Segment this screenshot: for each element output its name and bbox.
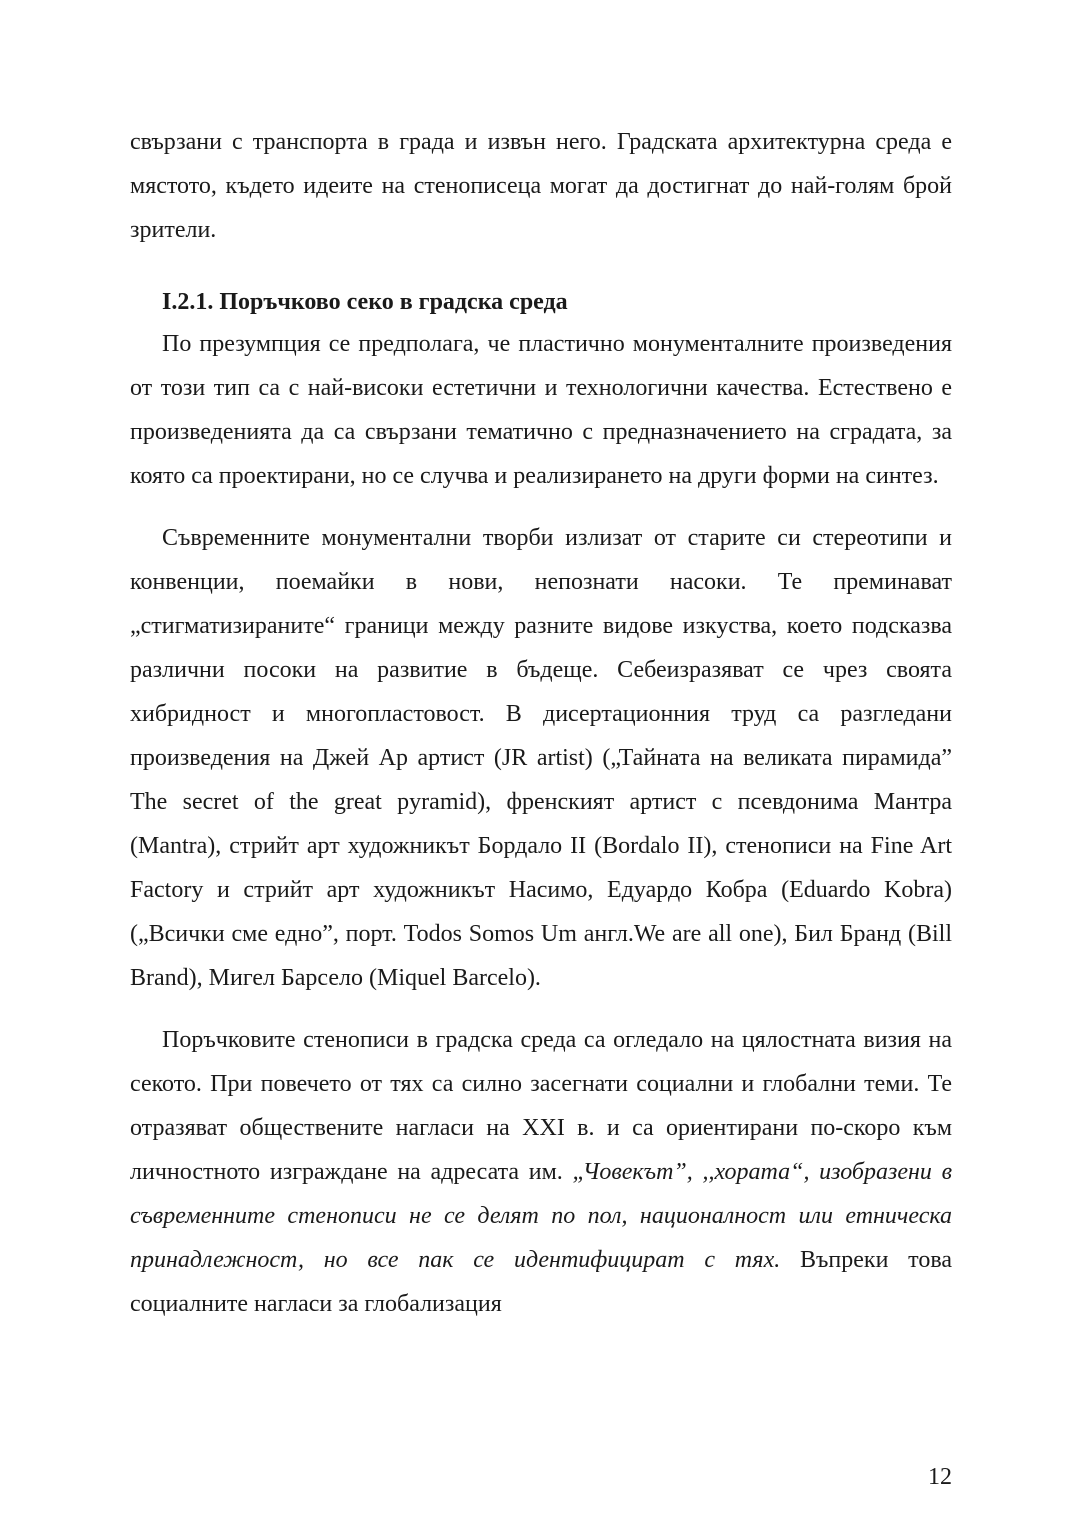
spacer: [130, 1000, 952, 1018]
paragraph-continued: свързани с транспорта в града и извън него. Градската архитектурна среда е мястото, където идеите на стенописеца могат да достигнат до най-голям брой зрители.: [130, 129, 952, 243]
spacer: [130, 252, 952, 270]
paragraph-3-italic-quote: „Човекът”, ,,хората“, изобразени в съвременните стенописи не се делят по пол, националност или етническа принадлежност, но все пак се идентифицират с тях.: [130, 1159, 953, 1273]
paragraph-3-tail: Въпреки това социалните нагласи за глобализация: [130, 1247, 953, 1317]
paragraph-3-lead: Поръчковите стенописи в градска среда са огледало на цялостната визия на секото. При повечето от тях са силно засегнати социални и глобални теми. Те отразяват обществените нагласи на XXI в. и са ориентирани по-скоро към личностното изграждане на адресата им.: [130, 1027, 952, 1185]
page-number: 12: [928, 1464, 952, 1490]
spacer: [130, 498, 952, 516]
paragraph-3: [130, 1018, 952, 1326]
paragraph-1: По презумпция се предполага, че пластично монументалните произведения от този тип са с най-високи естетични и технологични качества. Естествено е произведенията да са свързани тематично с предназначението на сградата, за която са проектирани, но се случва и реализирането на други форми на синтез.: [130, 331, 952, 489]
section-heading: I.2.1. Поръчково секо в градска среда: [162, 289, 568, 315]
paragraph-2: Съвременните монументални творби излизат от старите си стереотипи и конвенции, поемайки в нови, непознати насоки. Те преминават „стигматизираните“ граници между разните видове изкуства, което подсказва различни посоки на развитие в бъдеще. Себеизразяват се чрез своята хибридност и многопластовост. В дисертационния труд са разгледани произведения на Джей Ар артист (JR artist) („Тайната на великата пирамида” The secret of the great pyramid), френският артист с псевдонима Мантра (Mantra), стрийт арт художникът Бордало II (Bordalo II), стенописи на Fine Art Factory и стрийт арт художникът Насимо, Едуардо Кобра (Eduardo Kobra) („Всички сме едно”, порт. Todos Somos Um англ.We are all one), Бил Бранд (Bill Brand), Мигел Барсело (Miquel Barcelo).: [130, 525, 952, 991]
document-page: [130, 120, 952, 1326]
